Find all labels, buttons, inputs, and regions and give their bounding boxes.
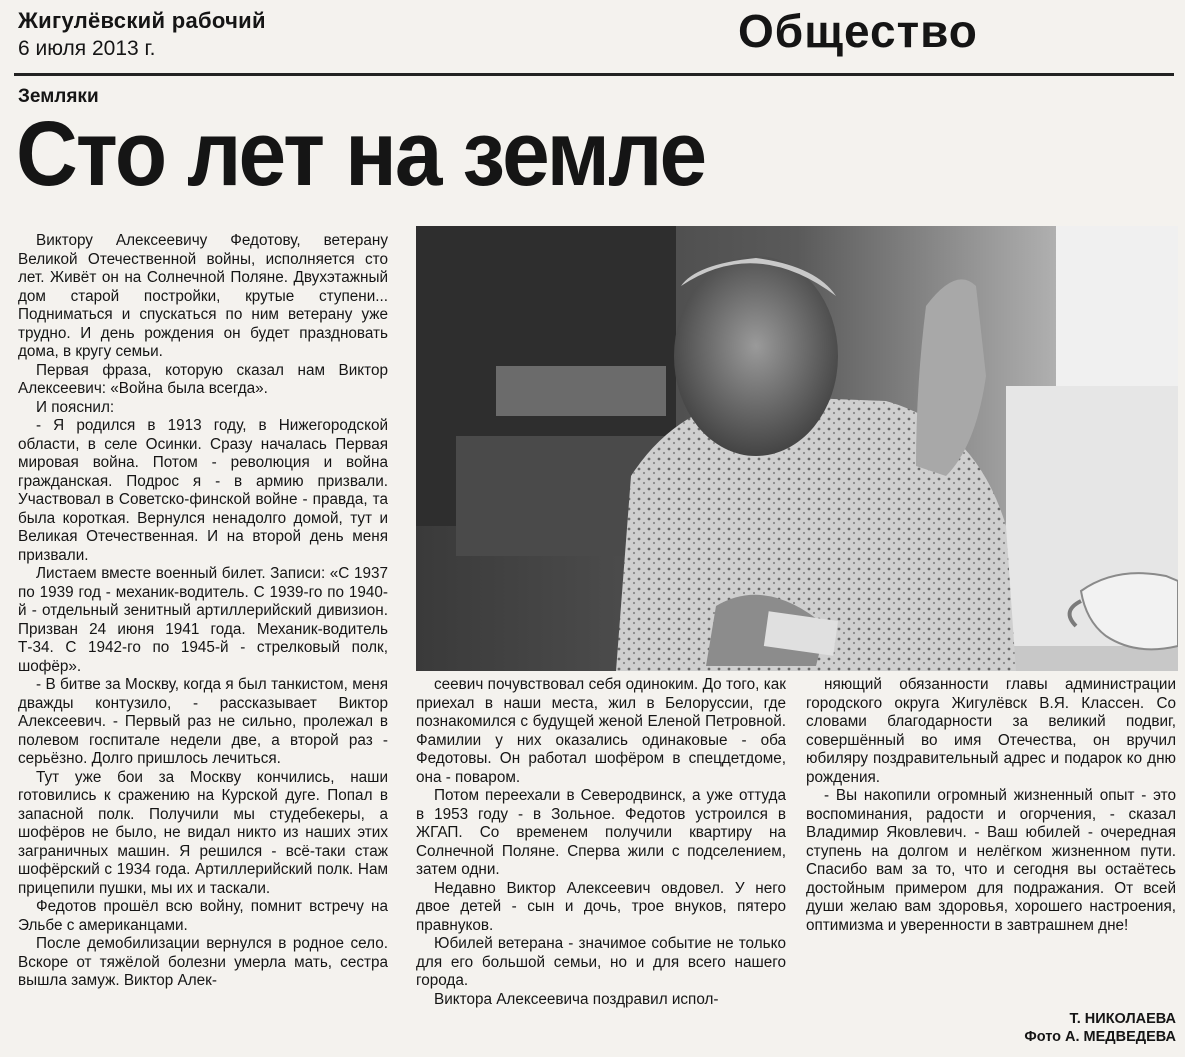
section-title: Общество <box>738 5 978 57</box>
article-headline: Сто лет на земле <box>16 103 706 205</box>
rubric: Земляки <box>18 86 99 107</box>
paragraph: - Вы накопили огромный жизненный опыт - это воспоминания, радости и огорчения, - сказал Владимир Яковлевич. - Ваш юбилей - очередная ступень на долгом и нелёгком жизненном пути. Спасибо вам за то, что и сегодня вы остаётесь достойным примером для подражания. От всей души желаю вам здоровья, хорошего настроения, оптимизма и уверенности в завтрашнем дне! <box>806 787 1176 934</box>
paragraph: Недавно Виктор Алексеевич овдовел. У него двое детей - сын и дочь, трое внуков, пятеро правнуков. <box>416 879 786 934</box>
newspaper-name: Жигулёвский рабочий <box>18 8 266 33</box>
article-photo <box>416 226 1178 671</box>
author-name: Т. НИКОЛАЕВА <box>1069 1011 1176 1027</box>
paragraph: Виктора Алексеевича поздравил испол- <box>434 990 719 1008</box>
paragraph: сеевич почувствовал себя одиноким. До того, как приехал в наши места, жил в Белоруссии, где познакомился с будущей женой Еленой Петровной. Фамилии у них оказались одинаковые - оба Федотовы. Он работал шофёром в спецдетдоме, она - поваром. <box>416 676 786 786</box>
photo-credit: Фото А. МЕДВЕДЕВА <box>1024 1029 1176 1045</box>
paragraph: Листаем вместе военный билет. Записи: «С 1937 по 1939 год - механик-водитель. С 1939-го по 1940-й - отдельный зенитный артиллерийский дивизион. Призван 24 июня 1941 года. Механик-водитель Т-34. С 1942-го по 1945-й - стрелковый полк, шофёр». <box>18 565 388 675</box>
paragraph: Виктору Алексеевичу Федотову, ветерану Великой Отечественной войны, исполняется сто лет. Живёт он на Солнечной Поляне. Двухэтажный дом старой постройки, крутые ступени... Подниматься и спускаться по ним ветерану уже трудно. И день рождения он будет праздновать дома, в кругу семьи. <box>18 232 388 360</box>
paragraph: Тут уже бои за Москву кончились, наши готовились к сражению на Курской дуге. Попал в запасной полк. Получили мы студебекеры, а шофёров не было, не видал никто из наших этих заграничных машин. Я решился - всё-таки стаж шофёрский с 1934 года. Артиллерийский полк. Нам прицепили пушки, мы их и таскали. <box>18 768 388 897</box>
paragraph: Федотов прошёл всю войну, помнит встречу на Эльбе с американцами. <box>18 898 388 934</box>
paragraph: Первая фраза, которую сказал нам Виктор Алексеевич: «Война была всегда». <box>18 361 388 397</box>
article-column-3 <box>806 676 1176 1016</box>
issue-date: 6 июля 2013 г. <box>18 37 156 60</box>
photo-illustration <box>416 226 1178 671</box>
paragraph: - Я родился в 1913 году, в Нижегородской области, в селе Осинки. Сразу началась Первая мировая война. Потом - революция и война гражданская. Подрос я - в армию призвали. Участвовал в Советско-финской войне - правда, та была короткая. Вернулся ненадолго домой, тут и Великая Отечественная. И на второй день меня призвали. <box>18 417 388 564</box>
paragraph: Юбилей ветерана - значимое событие не только для его большой семьи, но и для всего нашего города. <box>416 935 786 989</box>
paragraph: И пояснил: <box>36 398 115 416</box>
paragraph: - В битве за Москву, когда я был танкистом, меня дважды контузило, - рассказывает Виктор Алексеевич. - Первый раз не сильно, пролежал в полевом госпитале недели две, а второй раз - серьёзно. Долго пришлось лечиться. <box>18 676 388 767</box>
paragraph: Потом переехали в Северодвинск, а уже оттуда в 1953 году - в Зольное. Федотов устроился в ЖГАП. Со временем получили квартиру на Солнечной Поляне. Сперва жили с подселением, затем одни. <box>416 787 786 878</box>
article-column-1 <box>18 232 388 1052</box>
article-credits <box>806 1010 1176 1046</box>
paragraph: няющий обязанности главы администрации городского округа Жигулёвск В.Я. Классен. Со словами благодарности за великий подвиг, совершённый во имя Отечества, он вручил юбиляру поздравительный адрес и подарок ко дню рождения. <box>806 676 1176 786</box>
paragraph: После демобилизации вернулся в родное село. Вскоре от тяжёлой болезни умерла мать, сестра вышла замуж. Виктор Алек- <box>18 935 388 989</box>
header-rule <box>14 73 1174 76</box>
article-column-2 <box>416 676 786 1056</box>
